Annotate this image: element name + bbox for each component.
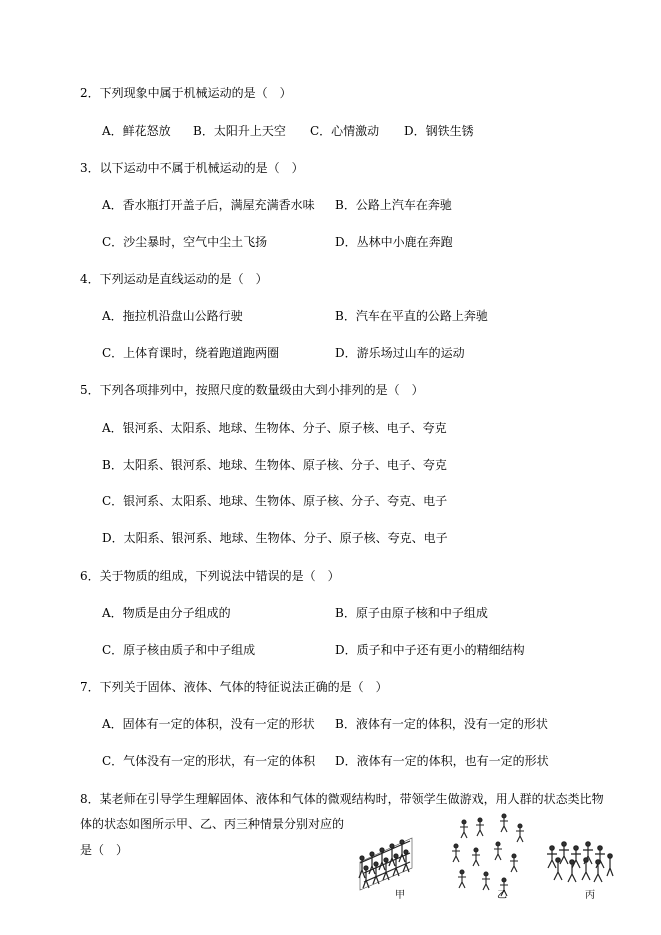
crowd-states-figure — [352, 810, 617, 900]
question-6-stem: 6．关于物质的组成，下列说法中错误的是（ ） — [80, 569, 340, 583]
question-8-stem-line3: 是（ ） — [80, 843, 129, 857]
question-4-stem: 4．下列运动是直线运动的是（ ） — [80, 272, 268, 286]
question-2-stem: 2．下列现象中属于机械运动的是（ ） — [80, 86, 292, 100]
question-3-stem: 3．以下运动中不属于机械运动的是（ ） — [80, 161, 304, 175]
q3-option-a[interactable]: A．香水瓶打开盖子后，满屋充满香水味 — [102, 198, 315, 212]
figure-label-yi: 乙 — [497, 890, 507, 901]
question-8-stem-line2: 体的状态如图所示甲、乙、丙三种情景分别对应的 — [80, 817, 345, 831]
q3-option-c[interactable]: C．沙尘暴时，空气中尘土飞扬 — [102, 235, 268, 249]
q4-option-b[interactable]: B．汽车在平直的公路上奔驰 — [335, 309, 488, 323]
q2-option-c[interactable]: C．心情激动 — [310, 124, 380, 138]
q2-option-b[interactable]: B．太阳升上天空 — [193, 124, 286, 138]
q4-option-c[interactable]: C．上体育课时，绕着跑道跑两圈 — [102, 346, 280, 360]
q7-option-c[interactable]: C．气体没有一定的形状，有一定的体积 — [102, 754, 316, 768]
q6-option-b[interactable]: B．原子由原子核和中子组成 — [335, 606, 488, 620]
q3-option-d[interactable]: D．丛林中小鹿在奔跑 — [335, 235, 453, 249]
crowd-cluster-icon — [547, 842, 613, 882]
q5-option-a[interactable]: A．银河系、太阳系、地球、生物体、分子、原子核、电子、夸克 — [102, 421, 447, 435]
q5-option-c[interactable]: C．银河系、太阳系、地球、生物体、原子核、分子、夸克、电子 — [102, 494, 448, 508]
q4-option-a[interactable]: A．拖拉机沿盘山公路行驶 — [102, 309, 243, 323]
question-7-stem: 7．下列关于固体、液体、气体的特征说法正确的是（ ） — [80, 680, 388, 694]
q2-option-a[interactable]: A．鲜花怒放 — [102, 124, 171, 138]
crowd-scattered-icon — [452, 814, 524, 896]
q7-option-d[interactable]: D．液体有一定的体积，也有一定的形状 — [335, 754, 549, 768]
q6-option-a[interactable]: A．物质是由分子组成的 — [102, 606, 231, 620]
q6-option-c[interactable]: C．原子核由质子和中子组成 — [102, 643, 256, 657]
question-5-stem: 5．下列各项排列中，按照尺度的数量级由大到小排列的是（ ） — [80, 383, 424, 397]
q7-option-b[interactable]: B．液体有一定的体积，没有一定的形状 — [335, 717, 548, 731]
q4-option-d[interactable]: D．游乐场过山车的运动 — [335, 346, 465, 360]
figure-label-jia: 甲 — [395, 890, 405, 901]
q7-option-a[interactable]: A．固体有一定的体积，没有一定的形状 — [102, 717, 315, 731]
q3-option-b[interactable]: B．公路上汽车在奔驰 — [335, 198, 452, 212]
question-8-stem: 8．某老师在引导学生理解固体、液体和气体的微观结构时，带领学生做游戏，用人群的状态类比物 — [80, 792, 604, 806]
q5-option-b[interactable]: B．太阳系、银河系、地球、生物体、原子核、分子、电子、夸克 — [102, 458, 447, 472]
crowd-solid-icon — [359, 838, 412, 890]
q6-option-d[interactable]: D．质子和中子还有更小的精细结构 — [335, 643, 525, 657]
q5-option-d[interactable]: D．太阳系、银河系、地球、生物体、分子、原子核、夸克、电子 — [102, 531, 448, 545]
q2-option-d[interactable]: D．钢铁生锈 — [404, 124, 474, 138]
figure-label-bing: 丙 — [585, 890, 595, 901]
